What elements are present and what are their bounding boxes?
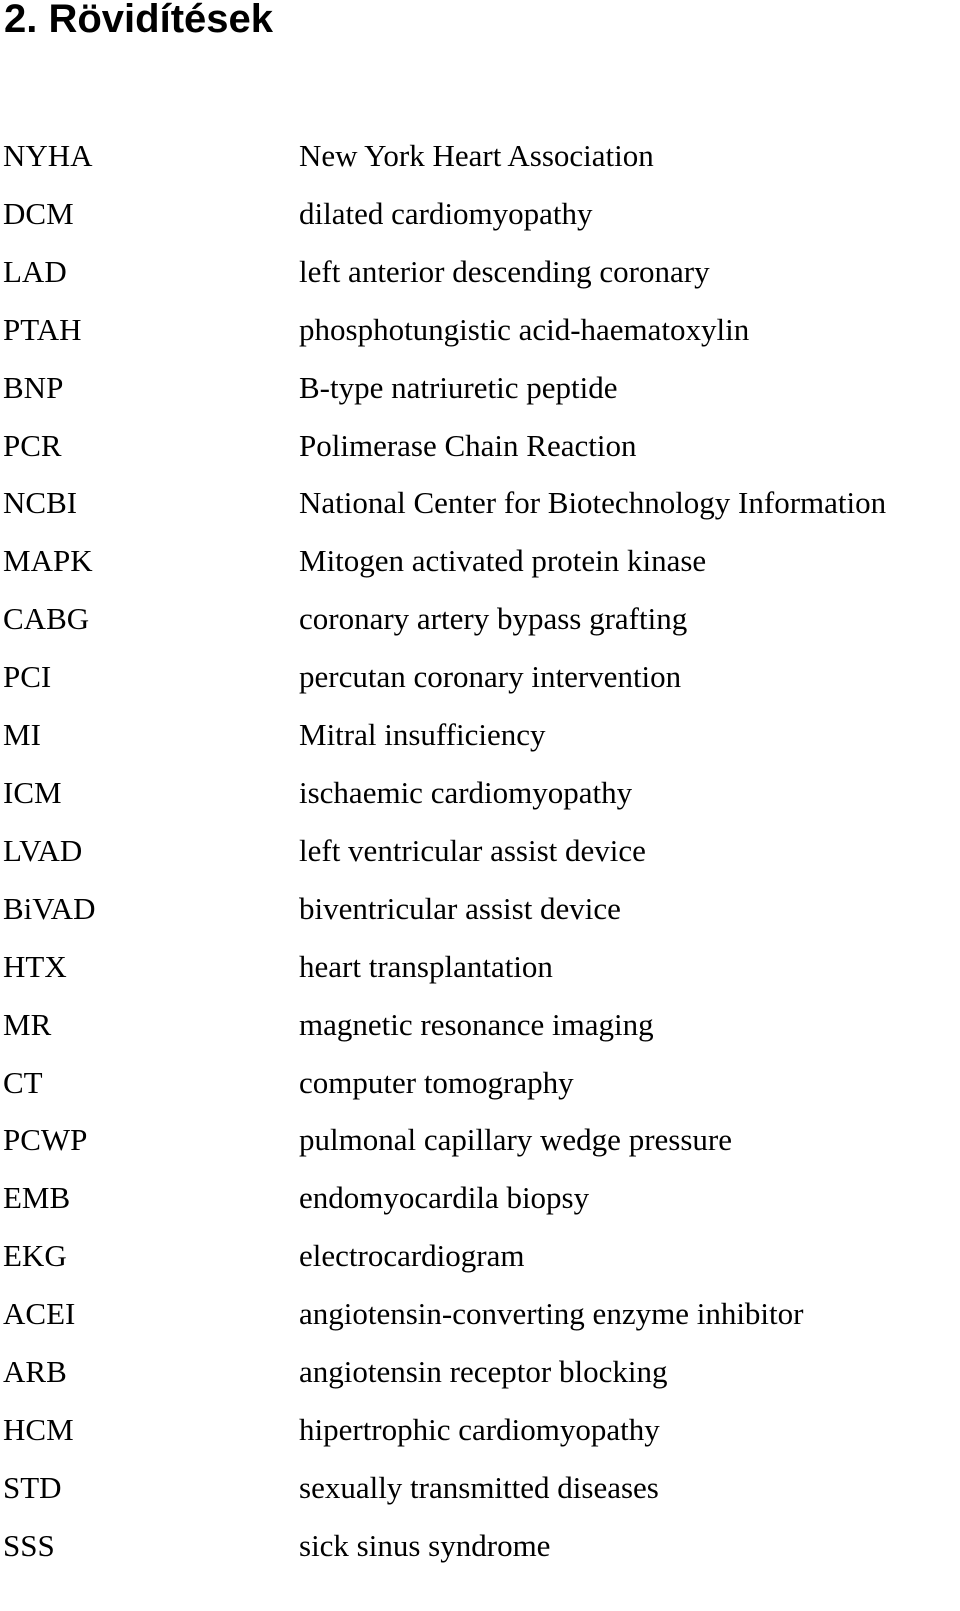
abbreviation-code: HTX bbox=[3, 948, 67, 984]
abbreviation-meaning: pulmonal capillary wedge pressure bbox=[299, 1122, 732, 1158]
abbreviation-meaning: Polimerase Chain Reaction bbox=[299, 427, 637, 463]
abbreviation-meaning: angiotensin receptor blocking bbox=[299, 1354, 668, 1390]
abbreviation-meaning: biventricular assist device bbox=[299, 890, 621, 926]
abbreviation-row bbox=[0, 1173, 960, 1231]
abbreviation-row bbox=[0, 305, 960, 363]
abbreviation-list bbox=[0, 131, 960, 1579]
abbreviation-code: ARB bbox=[3, 1354, 67, 1390]
abbreviation-meaning: endomyocardila biopsy bbox=[299, 1180, 590, 1216]
abbreviation-row bbox=[0, 478, 960, 536]
abbreviation-row bbox=[0, 1405, 960, 1463]
abbreviation-code: CT bbox=[3, 1064, 43, 1100]
abbreviation-meaning: ischaemic cardiomyopathy bbox=[299, 774, 633, 810]
abbreviation-row bbox=[0, 1521, 960, 1579]
abbreviation-code: EKG bbox=[3, 1238, 67, 1274]
abbreviation-row bbox=[0, 1115, 960, 1173]
abbreviation-code: DCM bbox=[3, 195, 74, 231]
abbreviation-row bbox=[0, 363, 960, 421]
abbreviation-code: BiVAD bbox=[3, 890, 96, 926]
abbreviation-code: CABG bbox=[3, 601, 90, 637]
abbreviation-meaning: New York Heart Association bbox=[299, 138, 654, 173]
abbreviation-row bbox=[0, 247, 960, 305]
abbreviation-code: LVAD bbox=[3, 832, 83, 868]
abbreviation-code: PCI bbox=[3, 659, 52, 695]
abbreviation-row bbox=[0, 884, 960, 942]
abbreviation-meaning: magnetic resonance imaging bbox=[299, 1006, 654, 1042]
abbreviation-code: ICM bbox=[3, 774, 62, 810]
abbreviation-code: ACEI bbox=[3, 1296, 76, 1332]
abbreviation-meaning: hipertrophic cardiomyopathy bbox=[299, 1411, 660, 1447]
abbreviation-code: MR bbox=[3, 1006, 52, 1042]
abbreviation-meaning: left ventricular assist device bbox=[299, 832, 646, 868]
abbreviation-meaning: phosphotungistic acid-haematoxylin bbox=[299, 311, 750, 347]
abbreviation-row bbox=[0, 710, 960, 768]
abbreviation-code: HCM bbox=[3, 1411, 74, 1447]
abbreviation-code: PCWP bbox=[3, 1122, 88, 1158]
abbreviation-meaning: sexually transmitted diseases bbox=[299, 1469, 659, 1505]
abbreviation-code: SSS bbox=[3, 1527, 55, 1563]
abbreviation-meaning: National Center for Biotechnology Information bbox=[299, 485, 887, 521]
abbreviation-row bbox=[0, 942, 960, 1000]
abbreviation-row bbox=[0, 1463, 960, 1521]
abbreviation-meaning: angiotensin-converting enzyme inhibitor bbox=[299, 1296, 804, 1332]
abbreviation-meaning: sick sinus syndrome bbox=[299, 1527, 551, 1563]
abbreviation-row bbox=[0, 421, 960, 479]
abbreviation-meaning: B-type natriuretic peptide bbox=[299, 369, 618, 405]
abbreviation-meaning: Mitogen activated protein kinase bbox=[299, 543, 707, 579]
abbreviation-row bbox=[0, 131, 960, 189]
abbreviation-code: STD bbox=[3, 1469, 62, 1505]
abbreviation-row bbox=[0, 826, 960, 884]
abbreviation-code: MI bbox=[3, 717, 41, 753]
abbreviation-meaning: percutan coronary intervention bbox=[299, 659, 682, 695]
abbreviation-meaning: coronary artery bypass grafting bbox=[299, 601, 688, 637]
abbreviation-code: NCBI bbox=[3, 485, 78, 521]
abbreviation-row bbox=[0, 594, 960, 652]
abbreviation-code: MAPK bbox=[3, 543, 93, 579]
abbreviation-code: EMB bbox=[3, 1180, 71, 1216]
abbreviation-row bbox=[0, 189, 960, 247]
abbreviation-code: NYHA bbox=[3, 138, 93, 173]
abbreviation-code: PTAH bbox=[3, 311, 82, 347]
abbreviation-meaning: computer tomography bbox=[299, 1064, 574, 1100]
abbreviation-meaning: dilated cardiomyopathy bbox=[299, 195, 593, 231]
abbreviation-row bbox=[0, 1347, 960, 1405]
abbreviation-row bbox=[0, 768, 960, 826]
abbreviation-row bbox=[0, 1058, 960, 1116]
abbreviation-meaning: electrocardiogram bbox=[299, 1238, 525, 1274]
abbreviation-row bbox=[0, 1000, 960, 1058]
section-heading: 2. Rövidítések bbox=[4, 0, 274, 41]
abbreviation-row bbox=[0, 536, 960, 594]
abbreviation-code: LAD bbox=[3, 253, 67, 289]
abbreviation-code: BNP bbox=[3, 369, 64, 405]
abbreviation-meaning: heart transplantation bbox=[299, 948, 553, 984]
abbreviation-row bbox=[0, 1289, 960, 1347]
abbreviation-meaning: left anterior descending coronary bbox=[299, 253, 710, 289]
abbreviation-row bbox=[0, 1231, 960, 1289]
abbreviation-code: PCR bbox=[3, 427, 62, 463]
abbreviation-row bbox=[0, 652, 960, 710]
abbreviation-meaning: Mitral insufficiency bbox=[299, 717, 546, 753]
